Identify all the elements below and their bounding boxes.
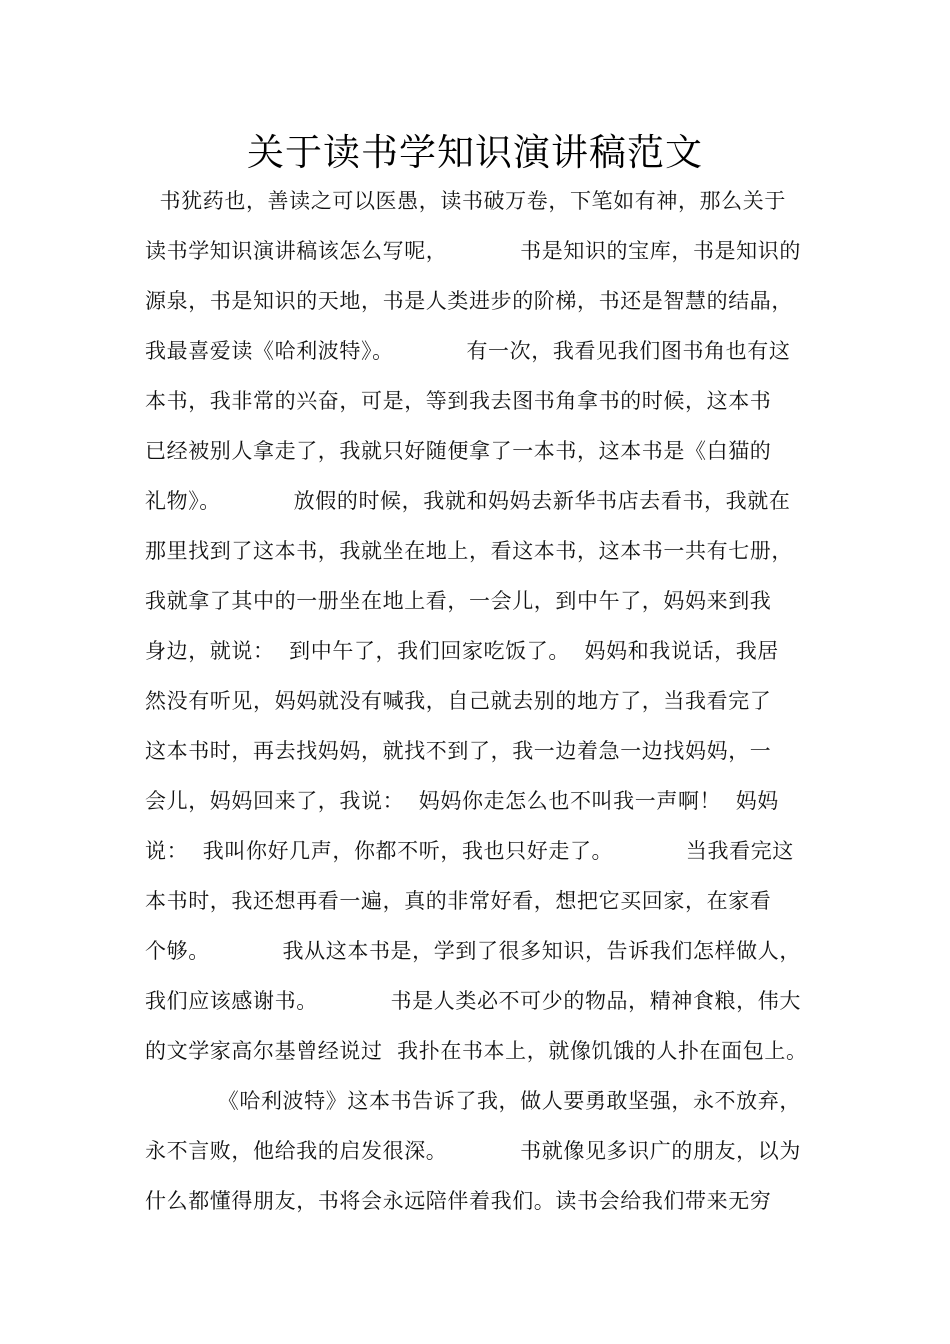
body-line: 身边，就说： 到中午了，我们回家吃饭了。 妈妈和我说话，我居 (145, 639, 779, 663)
body-line: 书犹药也，善读之可以医愚，读书破万卷，下笔如有神，那么关于 (145, 189, 786, 213)
document-body (145, 176, 825, 1226)
body-line: 然没有听见，妈妈就没有喊我，自己就去别的地方了，当我看完了 (145, 689, 772, 713)
body-line: 本书时，我还想再看一遍，真的非常好看，想把它买回家，在家看 (145, 889, 772, 913)
body-line: 的文学家高尔基曾经说过 我扑在书本上，就像饥饿的人扑在面包上。 (145, 1039, 808, 1063)
body-line: 什么都懂得朋友，书将会永远陪伴着我们。读书会给我们带来无穷 (145, 1189, 772, 1213)
body-line: 我就拿了其中的一册坐在地上看，一会儿，到中午了，妈妈来到我 (145, 589, 772, 613)
body-line: 个够。 我从这本书是，学到了很多知识，告诉我们怎样做人， (145, 939, 801, 963)
document-title: 关于读书学知识演讲稿范文 (247, 131, 703, 174)
body-line: 《哈利波特》这本书告诉了我，做人要勇敢坚强，永不放弃， (145, 1089, 801, 1113)
body-line: 说： 我叫你好几声，你都不听，我也只好走了。 当我看完这 (145, 839, 794, 863)
body-line: 永不言败，他给我的启发很深。 书就像见多识广的朋友，以为 (145, 1139, 801, 1163)
body-line: 会儿，妈妈回来了，我说： 妈妈你走怎么也不叫我一声啊！ 妈妈 (145, 789, 779, 813)
body-line: 那里找到了这本书，我就坐在地上，看这本书，这本书一共有七册， (145, 539, 793, 563)
body-line: 已经被别人拿走了，我就只好随便拿了一本书，这本书是《白猫的 (145, 439, 772, 463)
body-line: 礼物》。 放假的时候，我就和妈妈去新华书店去看书，我就在 (145, 489, 791, 513)
body-line: 我们应该感谢书。 书是人类必不可少的物品，精神食粮，伟大 (145, 989, 801, 1013)
body-line: 这本书时，再去找妈妈，就找不到了，我一边着急一边找妈妈，一 (145, 739, 772, 763)
body-line: 我最喜爱读《哈利波特》。 有一次，我看见我们图书角也有这 (145, 339, 791, 363)
body-line: 读书学知识演讲稿该怎么写呢， 书是知识的宝库，书是知识的 (145, 239, 801, 263)
body-line: 本书，我非常的兴奋，可是，等到我去图书角拿书的时候，这本书 (145, 389, 772, 413)
body-line: 源泉，书是知识的天地，书是人类进步的阶梯，书还是智慧的结晶， (145, 289, 793, 313)
